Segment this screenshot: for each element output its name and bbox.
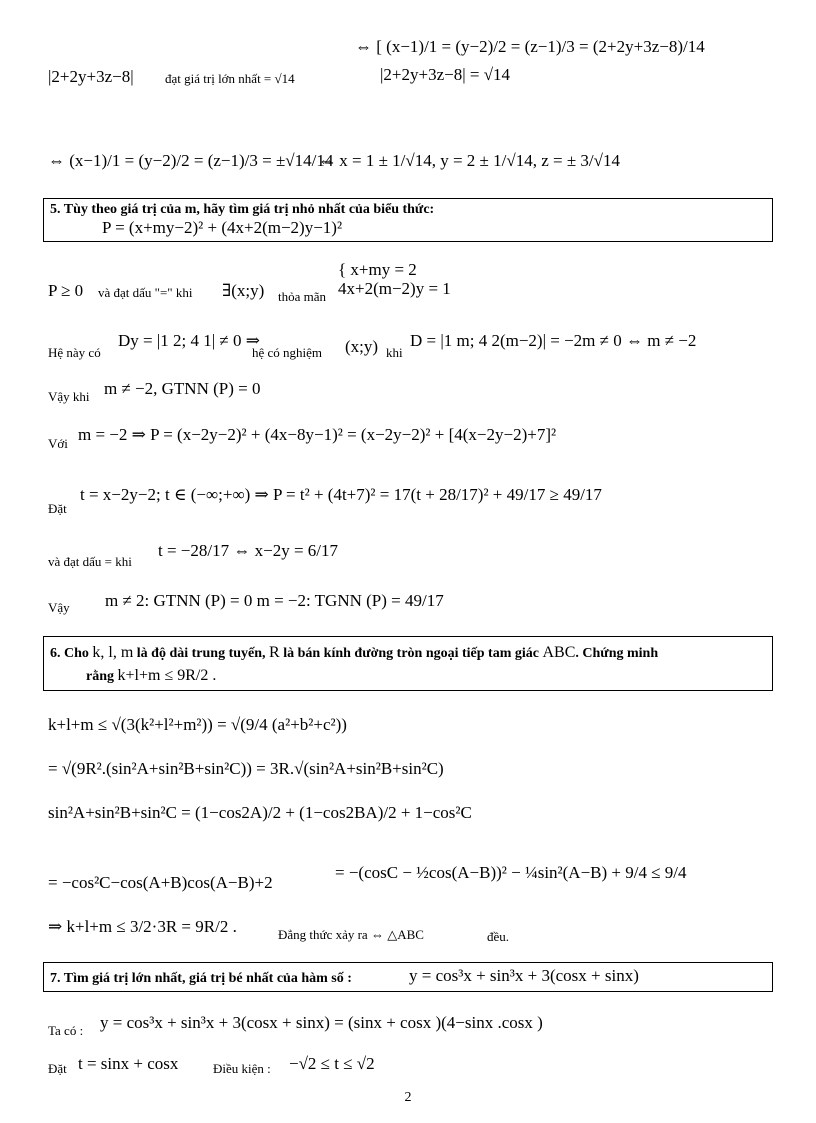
case-m-minus-2: m = −2 ⇒ P = (x−2y−2)² + (4x−8y−1)² = (x−2y−2)² + [4(x−2y−2)+7]²	[78, 425, 557, 444]
xy-pair: (x;y)	[345, 337, 379, 356]
system-line-2: |2+2y+3z−8| = √14	[380, 65, 511, 84]
text-with: Với	[48, 436, 68, 451]
problem-7-title: 7. Tìm giá trị lớn nhất, giá trị bé nhất của hàm số :	[50, 971, 352, 986]
inequality-line-2: = √(9R².(sin²A+sin²B+sin²C)) = 3R.√(sin²A+sin²B+sin²C)	[48, 759, 444, 778]
conclusion-6: ⇒ k+l+m ≤ 3/2·3R = 9R/2 .	[48, 917, 237, 936]
text-condition: Điều kiện :	[213, 1061, 271, 1076]
text-when: khi	[386, 345, 403, 360]
problem-6-medians: là độ dài trung tuyến,	[136, 646, 266, 661]
text-set-t: Đặt	[48, 1061, 67, 1076]
problem-6-abc: ABC	[542, 644, 576, 661]
page-number: 2	[404, 1090, 412, 1105]
text-equilateral: đều.	[487, 929, 510, 944]
text-max-value: đạt giá trị lớn nhất = √14	[165, 71, 295, 86]
det-dy: Dy = |1 2; 4 1| ≠ 0 ⇒	[118, 331, 260, 350]
system-line-1: ⇔ [ (x−1)/1 = (y−2)/2 = (z−1)/3 = (2+2y+3z−8)/14	[355, 37, 705, 56]
expr-abs: |2+2y+3z−8|	[48, 67, 134, 86]
t-value: t = −28/17 ⇔ x−2y = 6/17	[158, 541, 339, 560]
problem-6-that: rằng	[86, 669, 114, 684]
system-eq-1: { x+my = 2	[338, 260, 417, 279]
text-we-have: Ta có :	[48, 1023, 84, 1038]
problem-6-prove: . Chứng minh	[575, 646, 659, 661]
text-satisfy: thỏa mãn	[278, 289, 327, 304]
trig-bound: = −(cosC − ½cos(A−B))² − ¼sin²(A−B) + 9/4 ≤ 9/4	[335, 863, 687, 882]
problem-6-inequality: k+l+m ≤ 9R/2 .	[117, 667, 217, 684]
problem-6-line-2	[86, 667, 216, 685]
equation-solution: ⇔ x = 1 ± 1/√14, y = 2 ± 1/√14, z = ± 3/√14	[318, 151, 620, 170]
equation-ratio: ⇔ (x−1)/1 = (y−2)/2 = (z−1)/3 = ±√14/14	[48, 151, 334, 170]
text-equality-when: và đạt dấu = khi	[48, 554, 132, 569]
problem-7-box	[43, 962, 773, 992]
problem-6-klm: k, l, m	[92, 644, 134, 661]
problem-6-radius: là bán kính đường tròn ngoại tiếp tam giác	[283, 646, 539, 661]
problem-6-r: R	[269, 644, 280, 661]
result-min-zero: m ≠ −2, GTNN (P) = 0	[104, 379, 261, 398]
system-eq-2: 4x+2(m−2)y = 1	[338, 279, 451, 298]
trig-expansion: = −cos²C−cos(A+B)cos(A−B)+2	[48, 873, 273, 892]
problem-6-cho: 6. Cho	[50, 646, 89, 661]
factorization: y = cos³x + sin³x + 3(cosx + sinx) = (sinx + cosx )(4−sinx .cosx )	[100, 1013, 543, 1032]
t-range: −√2 ≤ t ≤ √2	[289, 1054, 375, 1073]
text-has-solution: hệ có nghiệm	[252, 345, 323, 360]
trig-identity: sin²A+sin²B+sin²C = (1−cos2A)/2 + (1−cos2BA)/2 + 1−cos²C	[48, 803, 472, 822]
t-definition: t = sinx + cosx	[78, 1054, 179, 1073]
inequality-line-1: k+l+m ≤ √(3(k²+l²+m²)) = √(9/4 (a²+b²+c²))	[48, 715, 347, 734]
text-so-when: Vậy khi	[48, 389, 90, 404]
problem-6-box	[43, 636, 773, 691]
problem-5-box	[43, 198, 773, 242]
exists-xy: ∃(x;y)	[222, 281, 265, 300]
final-result-5: m ≠ 2: GTNN (P) = 0 m = −2: TGNN (P) = 49/17	[105, 591, 444, 610]
text-set: Đặt	[48, 501, 67, 516]
text-system-has: Hệ này có	[48, 345, 101, 360]
problem-5-title: 5. Tùy theo giá trị của m, hãy tìm giá trị nhỏ nhất của biểu thức:	[50, 202, 435, 217]
substitution-t: t = x−2y−2; t ∈ (−∞;+∞) ⇒ P = t² + (4t+7)² = 17(t + 28/17)² + 49/17 ≥ 49/17	[80, 485, 602, 504]
text-equal-when: và đạt dấu "=" khi	[98, 285, 193, 300]
det-d: D = |1 m; 4 2(m−2)| = −2m ≠ 0 ⇔ m ≠ −2	[410, 331, 697, 350]
text-equality-occurs: Đẳng thức xảy ra ⇔ △ABC	[278, 927, 424, 942]
problem-5-expression: P = (x+my−2)² + (4x+2(m−2)y−1)²	[102, 218, 343, 237]
problem-7-function: y = cos³x + sin³x + 3(cosx + sinx)	[409, 966, 639, 985]
problem-6-line-1	[50, 644, 658, 662]
text-so: Vậy	[48, 600, 70, 615]
p-nonneg: P ≥ 0	[48, 281, 84, 300]
